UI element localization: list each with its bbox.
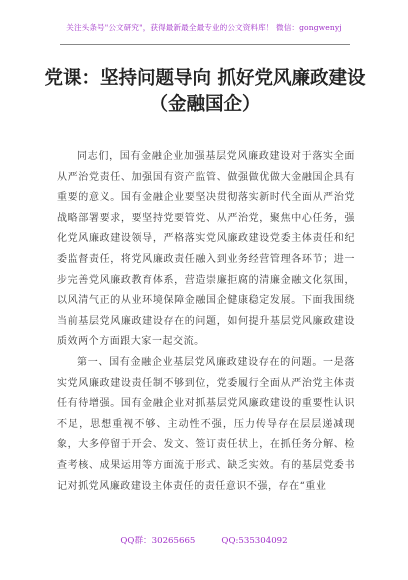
document-title: 党课：坚持问题导向 抓好党风廉政建设（金融国企） xyxy=(44,68,366,115)
header-banner: 关注头条号"公文研究"，获得最新最全最专业的公文资料库！ 微信：gongwenyj xyxy=(66,23,342,32)
paragraph: 同志们，国有金融企业加强基层党风廉政建设对于落实全面从严治党责任、加强国有资产监管、做强做优做大金融国企具有重要的意义。国有金融企业要坚决贯彻落实新时代全面从严治党战略部署要求，要坚持党要管党、从严治党，聚焦中心任务，强化党风廉政建设领导，严格落实党风廉政建设党委主体责任和纪委监督责任，将党风廉政责任融入到业务经营管理各环节；进一步完善党风廉政教育体系，营造崇廉拒腐的清廉金融文化氛围，以风清气正的从业环境保障金融国企健康稳定发展。下面我围绕当前基层党风廉政建设存在的问题，如何提升基层党风廉政建设质效两个方面跟大家一起交流。 xyxy=(57,151,355,348)
qq-number-label: QQ:535304092 xyxy=(221,536,288,546)
document-body xyxy=(57,147,355,497)
footer-contact xyxy=(0,534,408,546)
paragraph: 第一、国有金融企业基层党风廉政建设存在的问题。一是落实党风廉政建设责任制不够到位，党委履行全面从严治党主体责任有待增强。国有金融企业对抓基层党风廉政建设的重要性认识不足，思想重视不够、主动性不强，压力传导存在层层递减现象，大多停留于开会、发文、签订责任状上，在抓任务分解、检查考核、成果运用等方面流于形式、缺乏实效。有的基层党委书记对抓党风廉政建设主体责任的责任意识不强，存在“重业 xyxy=(57,356,355,492)
header-divider xyxy=(60,44,350,45)
qq-group-label: QQ群：30265665 xyxy=(120,536,196,546)
